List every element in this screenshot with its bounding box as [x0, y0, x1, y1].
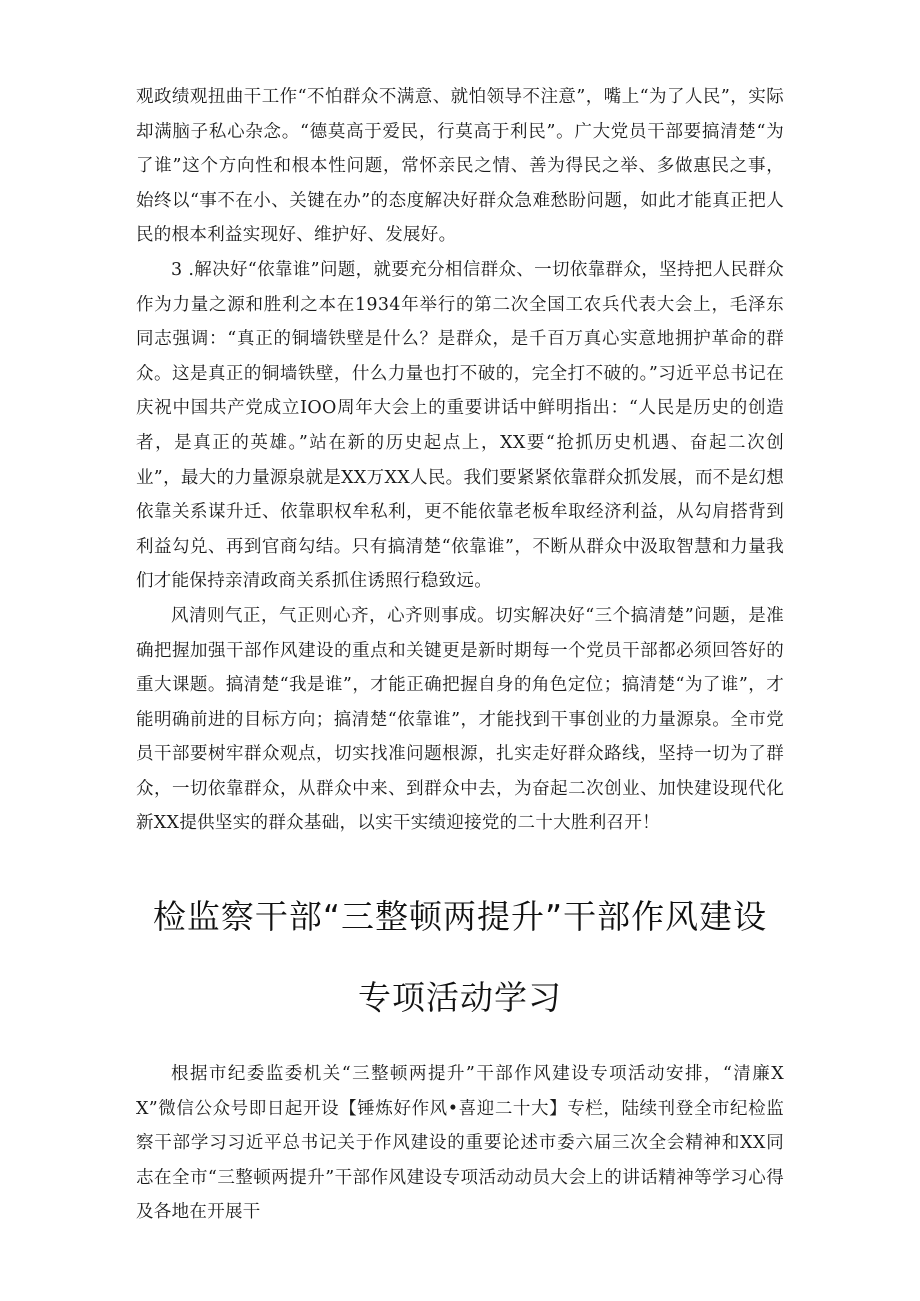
paragraph-conclusion: 风清则气正，气正则心齐，心齐则事成。切实解决好“三个搞清楚”问题，是准确把握加强干部作风建设的重点和关键更是新时期每一个党员干部都必须回答好的重大课题。搞清楚“我是谁”，才能正确把握自身的角色定位；搞清楚“为了谁”，才能明确前进的目标方向；搞清楚“依靠谁”，才能找到干事创业的力量源泉。全市党员干部要树牢群众观点，切实找准问题根源，扎实走好群众路线，坚持一切为了群众，一切依靠群众，从群众中来、到群众中去，为奋起二次创业、加快建设现代化新XX提供坚实的群众基础，以实干实绩迎接党的二十大胜利召开！	[136, 605, 784, 834]
paragraph-intro: 根据市纪委监委机关“三整顿两提升”干部作风建设专项活动安排，“清廉XX”微信公众号即日起开设【锤炼好作风•喜迎二十大】专栏，陆续刊登全市纪检监察干部学习习近平总书记关于作风建设的重要论述市委六届三次全会精神和XX同志在全市“三整顿两提升”干部作风建设专项活动动员大会上的讲话精神等学习心得及各地在开展干	[136, 1064, 784, 1223]
article-intro-section	[136, 1057, 784, 1230]
title-line-2: 专项活动学习	[358, 978, 562, 1017]
body-text-section	[136, 80, 784, 841]
article-title	[136, 899, 784, 1016]
paragraph-point-3: 3 .解决好“依靠谁”问题，就要充分相信群众、一切依靠群众，坚持把人民群众作为力量之源和胜利之本在1934年举行的第二次全国工农兵代表大会上，毛泽东同志强调：“真正的铜墙铁壁是什么？是群众，是千百万真心实意地拥护革命的群众。这是真正的铜墙铁壁，什么力量也打不破的，完全打不破的。”习近平总书记在庆祝中国共产党成立IOO周年大会上的重要讲话中鲜明指出：“人民是历史的创造者，是真正的英雄。”站在新的历史起点上，XX要“抢抓历史机遇、奋起二次创业”，最大的力量源泉就是XX万XX人民。我们要紧紧依靠群众抓发展，而不是幻想依靠关系谋升迁、依靠职权牟私利，更不能依靠老板牟取经济利益，从勾肩搭背到利益勾兑、再到官商勾结。只有搞清楚“依靠谁”，不断从群众中汲取智慧和力量我们才能保持亲清政商关系抓住诱照行稳致远。	[136, 259, 784, 592]
title-line-1: 检监察干部“三整顿两提升”干部作风建设	[152, 897, 768, 936]
paragraph-continuation: 观政绩观扭曲干工作“不怕群众不满意、就怕领导不注意”，嘴上“为了人民”，实际却满脑子私心杂念。“德莫高于爱民，行莫高于利民”。广大党员干部要搞清楚“为了谁”这个方向性和根本性问题，常怀亲民之情、善为得民之举、多做惠民之事，始终以“事不在小、关键在办”的态度解决好群众急难愁盼问题，如此才能真正把人民的根本利益实现好、维护好、发展好。	[136, 87, 784, 246]
